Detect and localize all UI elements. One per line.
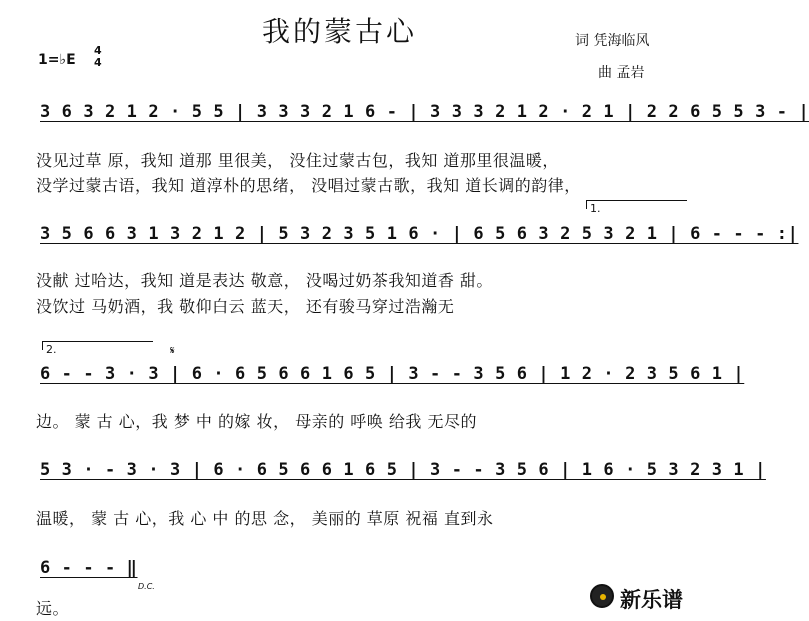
lyric-line-3: 边。 蒙 古 心，我 梦 中 的嫁 妆， 母亲的 呼唤 给我 无尽的 (36, 412, 477, 431)
lyricist-credit: 词 凭海临风 (575, 33, 650, 49)
lyric-line-2-verse-1: 没献 过哈达，我知 道是表达 敬意， 没喝过奶茶我知道香 甜。 (36, 271, 493, 290)
volta-2-bracket (42, 341, 153, 350)
lyric-line-1-verse-1: 没见过草 原，我知 道那 里很美， 没住过蒙古包，我知 道那里很温暖， (36, 151, 559, 170)
time-signature-bottom: 4 (94, 56, 102, 69)
lyric-line-5: 远。 (36, 599, 70, 618)
segno-sign: 𝄋 (170, 344, 175, 357)
lyric-line-1-verse-2: 没学过蒙古语，我知 道淳朴的思绪， 没唱过蒙古歌，我知 道长调的韵律， (36, 176, 581, 195)
lyric-line-4: 温暖， 蒙 古 心，我 心 中 的思 念， 美丽的 草原 祝福 直到永 (36, 509, 494, 528)
notation-row-2: 3 5 6 6 3 1 3 2 1 2 | 5 3 2 3 5 1 6 · | 6 5 6 3 2 5 3 2 1 | 6 - - - :| (40, 224, 799, 244)
lyric-line-2-verse-2: 没饮过 马奶酒，我 敬仰白云 蓝天， 还有骏马穿过浩瀚无 (36, 297, 455, 316)
notation-row-4: 5 3 · - 3 · 3 | 6 · 6 5 6 6 1 6 5 | 3 - - 3 5 6 | 1 6 · 5 3 2 3 1 | (40, 460, 766, 480)
notation-row-3: 6 - - 3 · 3 | 6 · 6 5 6 6 1 6 5 | 3 - - 3 5 6 | 1 2 · 2 3 5 6 1 | (40, 364, 745, 384)
time-signature (94, 45, 102, 69)
volta-1-label: 1. (590, 202, 601, 215)
record-disc-icon (590, 584, 614, 608)
composer-credit: 曲 孟岩 (598, 65, 645, 81)
song-title: 我的蒙古心 (262, 15, 418, 48)
key-signature: 1=♭E (38, 52, 76, 68)
da-capo-mark: D.C. (138, 582, 155, 591)
volta-2-label: 2. (46, 343, 57, 356)
time-signature-top: 4 (94, 44, 102, 57)
notation-row-5: 6 - - - ‖ (40, 558, 138, 578)
notation-row-1: 3 6 3 2 1 2 · 5 5 | 3 3 3 2 1 6 - | 3 3 3 2 1 2 · 2 1 | 2 2 6 5 5 3 - | (40, 102, 809, 122)
volta-1-bracket (586, 200, 687, 209)
site-logo-text: 新乐谱 (620, 588, 683, 612)
